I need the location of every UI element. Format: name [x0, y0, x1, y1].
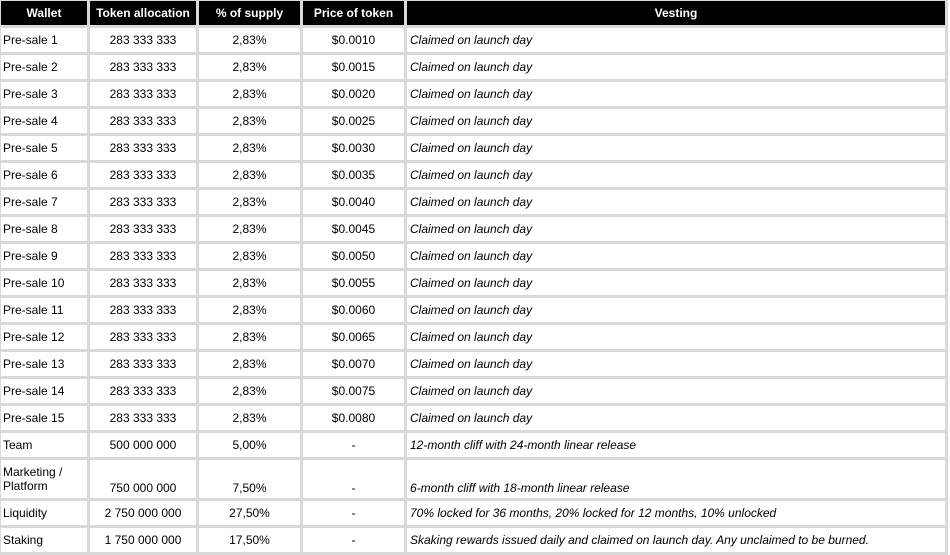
supply-cell: 27,50% [199, 501, 300, 525]
allocation-cell: 283 333 333 [90, 217, 196, 241]
supply-cell: 2,83% [199, 244, 300, 268]
vesting-cell: Claimed on launch day [407, 298, 945, 322]
price-cell: - [303, 528, 404, 552]
table-row [1, 82, 945, 106]
vesting-cell: Claimed on launch day [407, 190, 945, 214]
supply-cell: 2,83% [199, 271, 300, 295]
wallet-cell: Pre-sale 12 [1, 325, 87, 349]
price-cell: $0.0010 [303, 28, 404, 52]
wallet-cell: Pre-sale 1 [1, 28, 87, 52]
vesting-cell: Claimed on launch day [407, 28, 945, 52]
supply-cell: 2,83% [199, 298, 300, 322]
allocation-cell: 2 750 000 000 [90, 501, 196, 525]
wallet-cell: Pre-sale 7 [1, 190, 87, 214]
allocation-cell: 283 333 333 [90, 298, 196, 322]
vesting-cell: Claimed on launch day [407, 82, 945, 106]
supply-cell: 2,83% [199, 379, 300, 403]
vesting-cell: Claimed on launch day [407, 406, 945, 430]
price-cell: $0.0030 [303, 136, 404, 160]
price-cell: - [303, 433, 404, 457]
vesting-cell: Claimed on launch day [407, 55, 945, 79]
header-percent-of-supply: % of supply [199, 1, 300, 25]
wallet-cell: Pre-sale 9 [1, 244, 87, 268]
allocation-cell: 283 333 333 [90, 271, 196, 295]
table-row [1, 109, 945, 133]
price-cell: $0.0020 [303, 82, 404, 106]
allocation-cell: 283 333 333 [90, 55, 196, 79]
table-row [1, 136, 945, 160]
supply-cell: 7,50% [199, 460, 300, 498]
table-row [1, 298, 945, 322]
wallet-cell: Pre-sale 2 [1, 55, 87, 79]
price-cell: $0.0050 [303, 244, 404, 268]
table-row [1, 406, 945, 430]
allocation-cell: 283 333 333 [90, 406, 196, 430]
price-cell: $0.0070 [303, 352, 404, 376]
vesting-cell: Claimed on launch day [407, 244, 945, 268]
supply-cell: 2,83% [199, 55, 300, 79]
wallet-cell: Pre-sale 6 [1, 163, 87, 187]
supply-cell: 2,83% [199, 352, 300, 376]
allocation-cell: 283 333 333 [90, 82, 196, 106]
vesting-cell: Claimed on launch day [407, 217, 945, 241]
allocation-cell: 283 333 333 [90, 190, 196, 214]
wallet-cell: Liquidity [1, 501, 87, 525]
supply-cell: 2,83% [199, 406, 300, 430]
table-row [1, 325, 945, 349]
supply-cell: 2,83% [199, 82, 300, 106]
allocation-cell: 283 333 333 [90, 325, 196, 349]
wallet-cell: Pre-sale 10 [1, 271, 87, 295]
header-token-allocation: Token allocation [90, 1, 196, 25]
wallet-cell: Marketing / Platform [1, 460, 87, 498]
wallet-cell: Staking [1, 528, 87, 552]
supply-cell: 2,83% [199, 28, 300, 52]
vesting-cell: 6-month cliff with 18-month linear release [407, 460, 945, 498]
price-cell: $0.0040 [303, 190, 404, 214]
wallet-cell: Team [1, 433, 87, 457]
header-row [1, 1, 945, 25]
price-cell: $0.0060 [303, 298, 404, 322]
allocation-cell: 283 333 333 [90, 136, 196, 160]
vesting-cell: Skaking rewards issued daily and claimed on launch day. Any unclaimed to be burned. [407, 528, 945, 552]
vesting-cell: 12-month cliff with 24-month linear release [407, 433, 945, 457]
table-row [1, 271, 945, 295]
supply-cell: 2,83% [199, 325, 300, 349]
allocation-cell: 283 333 333 [90, 379, 196, 403]
price-cell: $0.0015 [303, 55, 404, 79]
wallet-cell: Pre-sale 8 [1, 217, 87, 241]
price-cell: $0.0080 [303, 406, 404, 430]
vesting-cell: Claimed on launch day [407, 109, 945, 133]
allocation-cell: 750 000 000 [90, 460, 196, 498]
supply-cell: 2,83% [199, 190, 300, 214]
allocation-cell: 283 333 333 [90, 28, 196, 52]
wallet-cell: Pre-sale 5 [1, 136, 87, 160]
table-row [1, 460, 945, 498]
supply-cell: 17,50% [199, 528, 300, 552]
price-cell: $0.0045 [303, 217, 404, 241]
allocation-cell: 283 333 333 [90, 109, 196, 133]
price-cell: $0.0065 [303, 325, 404, 349]
price-cell: $0.0055 [303, 271, 404, 295]
price-cell: $0.0035 [303, 163, 404, 187]
vesting-cell: Claimed on launch day [407, 163, 945, 187]
table-row [1, 528, 945, 552]
vesting-cell: Claimed on launch day [407, 136, 945, 160]
header-vesting: Vesting [407, 1, 945, 25]
table-row [1, 28, 945, 52]
price-cell: $0.0025 [303, 109, 404, 133]
table-row [1, 379, 945, 403]
wallet-cell: Pre-sale 11 [1, 298, 87, 322]
table-row [1, 501, 945, 525]
table-row [1, 55, 945, 79]
vesting-cell: Claimed on launch day [407, 352, 945, 376]
wallet-cell: Pre-sale 13 [1, 352, 87, 376]
vesting-cell: Claimed on launch day [407, 325, 945, 349]
wallet-cell: Pre-sale 4 [1, 109, 87, 133]
header-wallet: Wallet [1, 1, 87, 25]
table-row [1, 190, 945, 214]
supply-cell: 2,83% [199, 136, 300, 160]
table-row [1, 163, 945, 187]
price-cell: - [303, 501, 404, 525]
supply-cell: 2,83% [199, 109, 300, 133]
allocation-cell: 1 750 000 000 [90, 528, 196, 552]
allocation-cell: 283 333 333 [90, 244, 196, 268]
table-row [1, 433, 945, 457]
header-price-of-token: Price of token [303, 1, 404, 25]
wallet-cell: Pre-sale 15 [1, 406, 87, 430]
price-cell: - [303, 460, 404, 498]
table-row [1, 244, 945, 268]
allocation-cell: 283 333 333 [90, 163, 196, 187]
wallet-cell: Pre-sale 3 [1, 82, 87, 106]
vesting-cell: 70% locked for 36 months, 20% locked for 12 months, 10% unlocked [407, 501, 945, 525]
vesting-cell: Claimed on launch day [407, 271, 945, 295]
table-row [1, 217, 945, 241]
table-row [1, 352, 945, 376]
supply-cell: 2,83% [199, 217, 300, 241]
allocation-cell: 283 333 333 [90, 352, 196, 376]
price-cell: $0.0075 [303, 379, 404, 403]
allocation-cell: 500 000 000 [90, 433, 196, 457]
wallet-cell: Pre-sale 14 [1, 379, 87, 403]
vesting-cell: Claimed on launch day [407, 379, 945, 403]
supply-cell: 5,00% [199, 433, 300, 457]
supply-cell: 2,83% [199, 163, 300, 187]
